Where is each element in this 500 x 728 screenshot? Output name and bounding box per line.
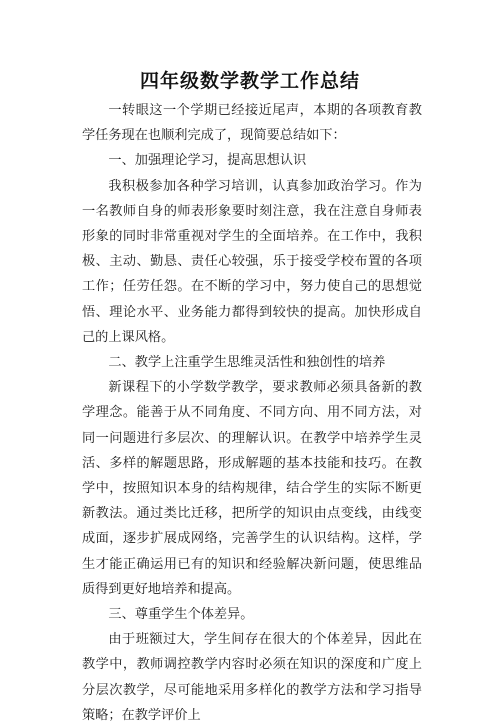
intro-paragraph: 一转眼这一个学期已经接近尾声，本期的各项教育教学任务现在也顺利完成了，现简要总结如下： bbox=[82, 103, 422, 144]
section-heading-2: 二、教学上注重学生思维灵活性和独创性的培养 bbox=[108, 355, 386, 371]
section-2-paragraph: 新课程下的小学数学教学，要求教师必须具备新的教学理念。能善于从不同角度、不同方向、用不同方法，对同一问题进行多层次、的理解认识。在教学中培养学生灵活、多样的解题思路，形成解题的基本技能和技巧。在教学中，按照知识本身的结构规律，结合学生的实际不断更新教法。通过类比迁移，把所学的知识由点变线，由线变成面，逐步扩展成网络，完善学生的认识结构。这样，学生才能正确运用已有的知识和经验解决新问题，使思维品质得到更好地培养和提高。 bbox=[82, 380, 422, 597]
document-body bbox=[82, 98, 422, 728]
section-heading-1: 一、加强理论学习，提高思想认识 bbox=[108, 153, 307, 169]
section-1-paragraph: 我积极参加各种学习培训，认真参加政治学习。作为一名教师自身的师表形象要时刻注意，我在注意自身师表形象的同时非常重视对学生的全面培养。在工作中，我积极、主动、勤恳、责任心较强，乐于接受学校布置的各项工作；任劳任怨。在不断的学习中，努力使自己的思想觉悟、理论水平、业务能力都得到较快的提高。加快形成自己的上课风格。 bbox=[82, 178, 422, 345]
section-heading-3: 三、尊重学生个体差异。 bbox=[108, 607, 254, 623]
document-title: 四年级数学教学工作总结 bbox=[139, 70, 360, 92]
section-3-paragraph: 由于班额过大，学生间存在很大的个体差异，因此在教学中，教师调控教学内容时必须在知识的深度和广度上分层次教学，尽可能地采用多样化的教学方法和学习指导策略；在教学评价上 bbox=[82, 632, 422, 723]
